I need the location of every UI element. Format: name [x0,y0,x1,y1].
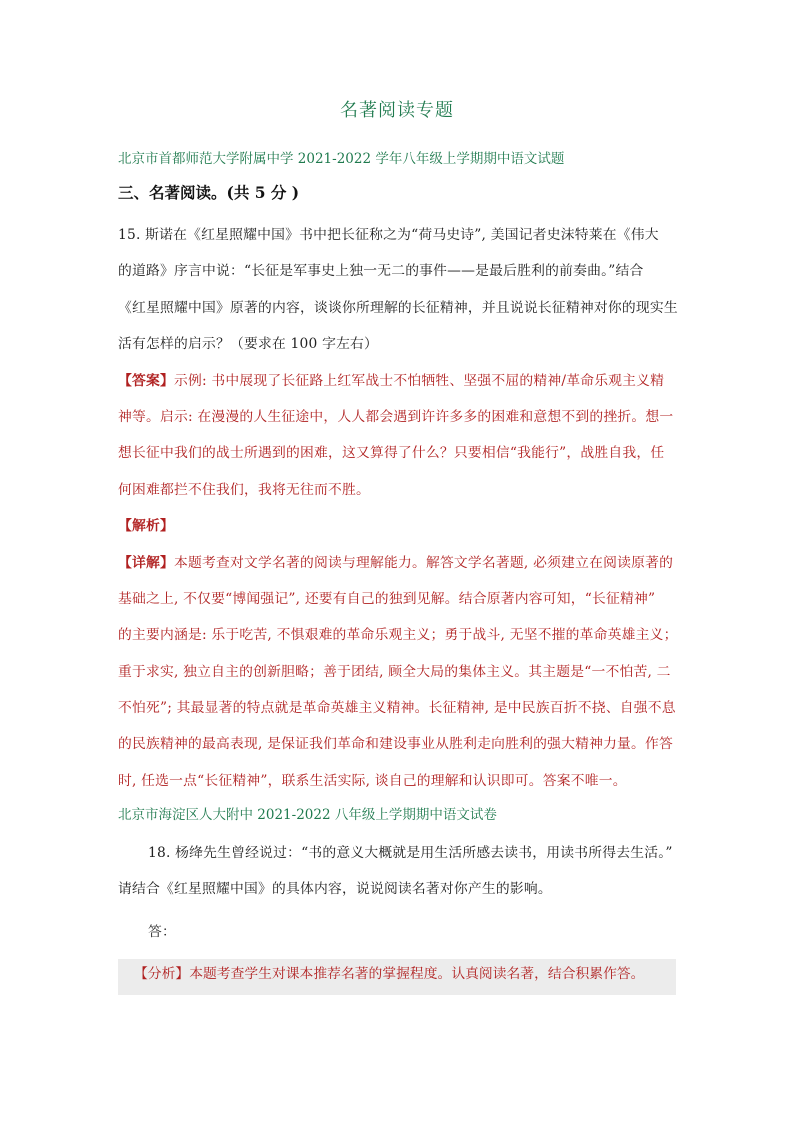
detail-tag: 【详解】 [118,555,174,571]
question-15-line: 15. 斯诺在《红星照耀中国》书中把长征称之为“荷马史诗”, 美国记者史沫特莱在《伟大 [118,227,659,243]
detail-line: 不怕死”; 其最显著的特点就是革命英雄主义精神。长征精神, 是中民族百折不挠、自强不息 [118,700,676,716]
detail-line [118,551,678,571]
question-18-line: 18. 杨绛先生曾经说过：“书的意义大概就是用生活所感去读书，用读书所得去生活。” [148,845,673,861]
question-15-line: 活有怎样的启示？（要求在 100 字左右） [118,336,379,352]
detail-line: 的主要内涵是: 乐于吃苦, 不惧艰难的革命乐观主义；勇于战斗, 无坚不摧的革命英雄主义； [118,627,678,643]
section-heading: 三、名著阅读。(共 5 分 ) [118,183,300,202]
detail-line: 的民族精神的最高表现, 是保证我们革命和建设事业从胜利走向胜利的强大精神力量。作答 [118,736,674,752]
question-15-line: 的道路》序言中说：“长征是军事史上独一无二的事件——是最后胜利的前奏曲。”结合 [118,263,644,279]
fenxi-tag: 【分析】 [134,966,190,982]
source-heading-2: 北京市海淀区人大附中 2021-2022 八年级上学期期中语文试卷 [118,807,497,823]
answer-line [118,369,678,389]
analysis-tag: 【解析】 [118,518,174,534]
detail-line: 基础之上, 不仅要“博闻强记”, 还要有自己的独到见解。结合原著内容可知，“长征精神” [118,591,656,607]
analysis-box-text [134,962,644,982]
answer-line: 何困难都拦不住我们，我将无往而不胜。 [118,482,370,498]
source-heading-1: 北京市首都师范大学附属中学 2021-2022 学年八年级上学期期中语文试题 [118,151,565,167]
detail-line: 时, 任选一点“长征精神”，联系生活实际, 谈自己的理解和认识即可。答案不唯一。 [118,773,627,789]
question-15-line: 《红星照耀中国》原著的内容，谈谈你所理解的长征精神，并且说说长征精神对你的现实生 [118,300,678,316]
detail-text: 本题考查对文学名著的阅读与理解能力。解答文学名著题, 必须建立在阅读原著的 [174,555,674,571]
answer-text: 示例: 书中展现了长征路上红军战士不怕牺牲、坚强不屈的精神/革命乐观主义精 [174,373,665,389]
detail-line: 重于求实, 独立自主的创新胆略；善于团结, 顾全大局的集体主义。其主题是“一不怕苦, 二 [118,664,671,680]
fenxi-text: 本题考查学生对课本推荐名著的掌握程度。认真阅读名著，结合积累作答。 [189,966,645,982]
answer-tag: 【答案】 [118,373,174,389]
answer-line: 神等。启示: 在漫漫的人生征途中，人人都会遇到许许多多的困难和意想不到的挫折。想一 [118,409,674,425]
page-title: 名著阅读专题 [340,100,454,121]
answer-line: 想长征中我们的战士所遇到的困难，这又算得了什么？只要相信“我能行”，战胜自我，任 [118,445,665,461]
question-18-line: 请结合《红星照耀中国》的具体内容，说说阅读名著对你产生的影响。 [118,881,552,897]
answer-label: 答： [148,924,176,940]
